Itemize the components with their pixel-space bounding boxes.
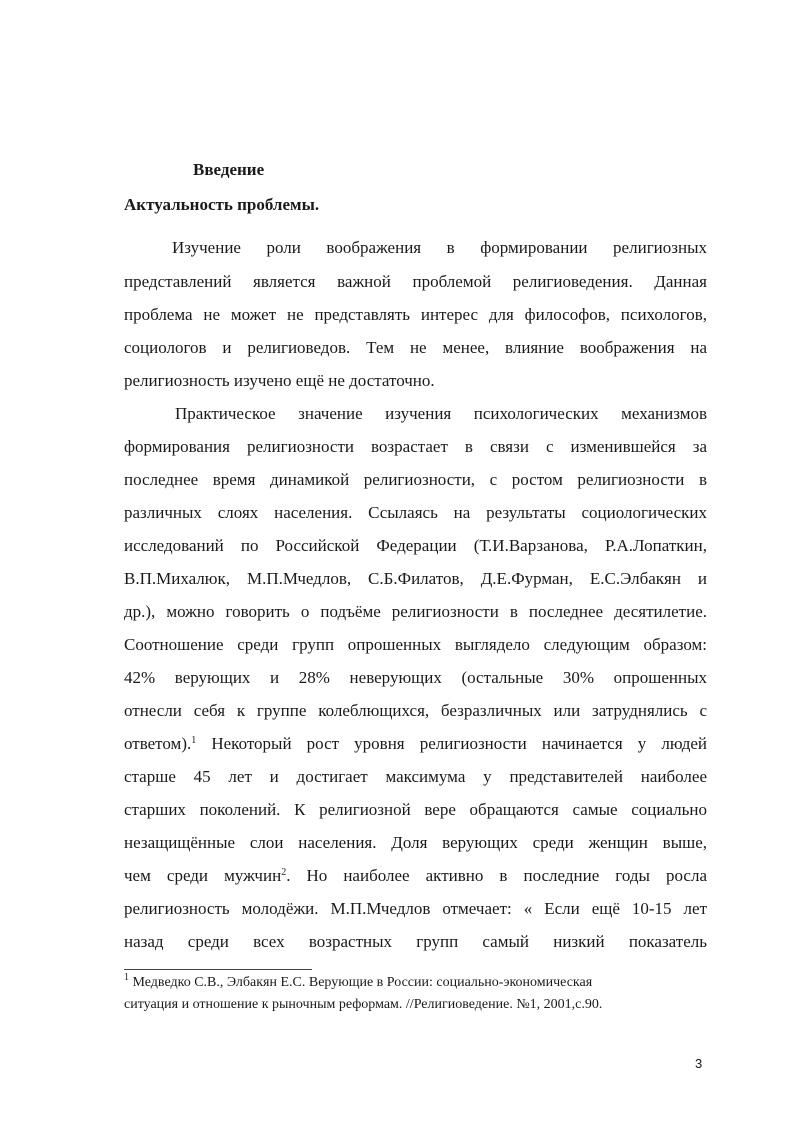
body-line: отнесли себя к группе колеблющихся, безразличных или затруднялись с	[124, 701, 707, 720]
body-line: исследований по Российской Федерации (Т.И.Варзанова, Р.А.Лопаткин,	[124, 536, 707, 555]
body-line: представлений является важной проблемой религиоведения. Данная	[124, 272, 707, 291]
body-line: старших поколений. К религиозной вере обращаются самые социально	[124, 800, 707, 819]
body-text: . Но наиболее активно в последние годы росла	[286, 866, 707, 885]
body-line: назад среди всех возрастных групп самый низкий показатель	[124, 932, 707, 951]
page-number: 3	[695, 1056, 703, 1071]
footnote-text: Медведко С.В., Элбакян Е.С. Верующие в России: социально-экономическая	[129, 975, 593, 990]
body-line	[124, 734, 707, 754]
body-line: др.), можно говорить о подъёме религиозности в последнее десятилетие.	[124, 602, 707, 621]
body-line: В.П.Михалюк, М.П.Мчедлов, С.Б.Филатов, Д.Е.Фурман, Е.С.Элбакян и	[124, 569, 707, 588]
body-line: 42% верующих и 28% неверующих (остальные 30% опрошенных	[124, 668, 707, 687]
body-line: последнее время динамикой религиозности, с ростом религиозности в	[124, 470, 707, 489]
footnote-line: ситуация и отношение к рыночным реформам. //Религиоведение. №1, 2001,с.90.	[124, 997, 603, 1012]
body-line: социологов и религиоведов. Тем не менее, влияние воображения на	[124, 338, 707, 357]
body-line	[124, 866, 707, 886]
body-line: Соотношение среди групп опрошенных выглядело следующим образом:	[124, 635, 707, 654]
body-line: Практическое значение изучения психологических механизмов	[175, 404, 707, 423]
body-text: Некоторый рост уровня религиозности начинается у людей	[196, 734, 707, 753]
body-line: старше 45 лет и достигает максимума у представителей наиболее	[124, 767, 707, 786]
section-heading-relevance: Актуальность проблемы.	[124, 195, 320, 214]
body-line: формирования религиозности возрастает в связи с изменившейся за	[124, 437, 707, 456]
body-line: различных слоях населения. Ссылаясь на результаты социологических	[124, 503, 707, 522]
footnote-ref: 2	[281, 867, 287, 878]
body-line: Изучение роли воображения в формировании религиозных	[172, 238, 707, 257]
body-text: чем среди мужчин	[124, 866, 282, 885]
body-line: религиозность изучено ещё не достаточно.	[124, 371, 435, 390]
footnote-line	[124, 972, 593, 991]
body-line: незащищённые слои населения. Доля верующих среди женщин выше,	[124, 833, 707, 852]
body-line: религиозность молодёжи. М.П.Мчедлов отмечает: « Если ещё 10-15 лет	[124, 899, 707, 918]
footnote-divider	[124, 969, 312, 970]
body-text: ответом).	[124, 734, 192, 753]
section-heading-intro: Введение	[193, 160, 265, 179]
footnote-marker: 1	[124, 972, 129, 983]
footnote-ref: 1	[191, 735, 197, 746]
body-line: проблема не может не представлять интерес для философов, психологов,	[124, 305, 707, 324]
